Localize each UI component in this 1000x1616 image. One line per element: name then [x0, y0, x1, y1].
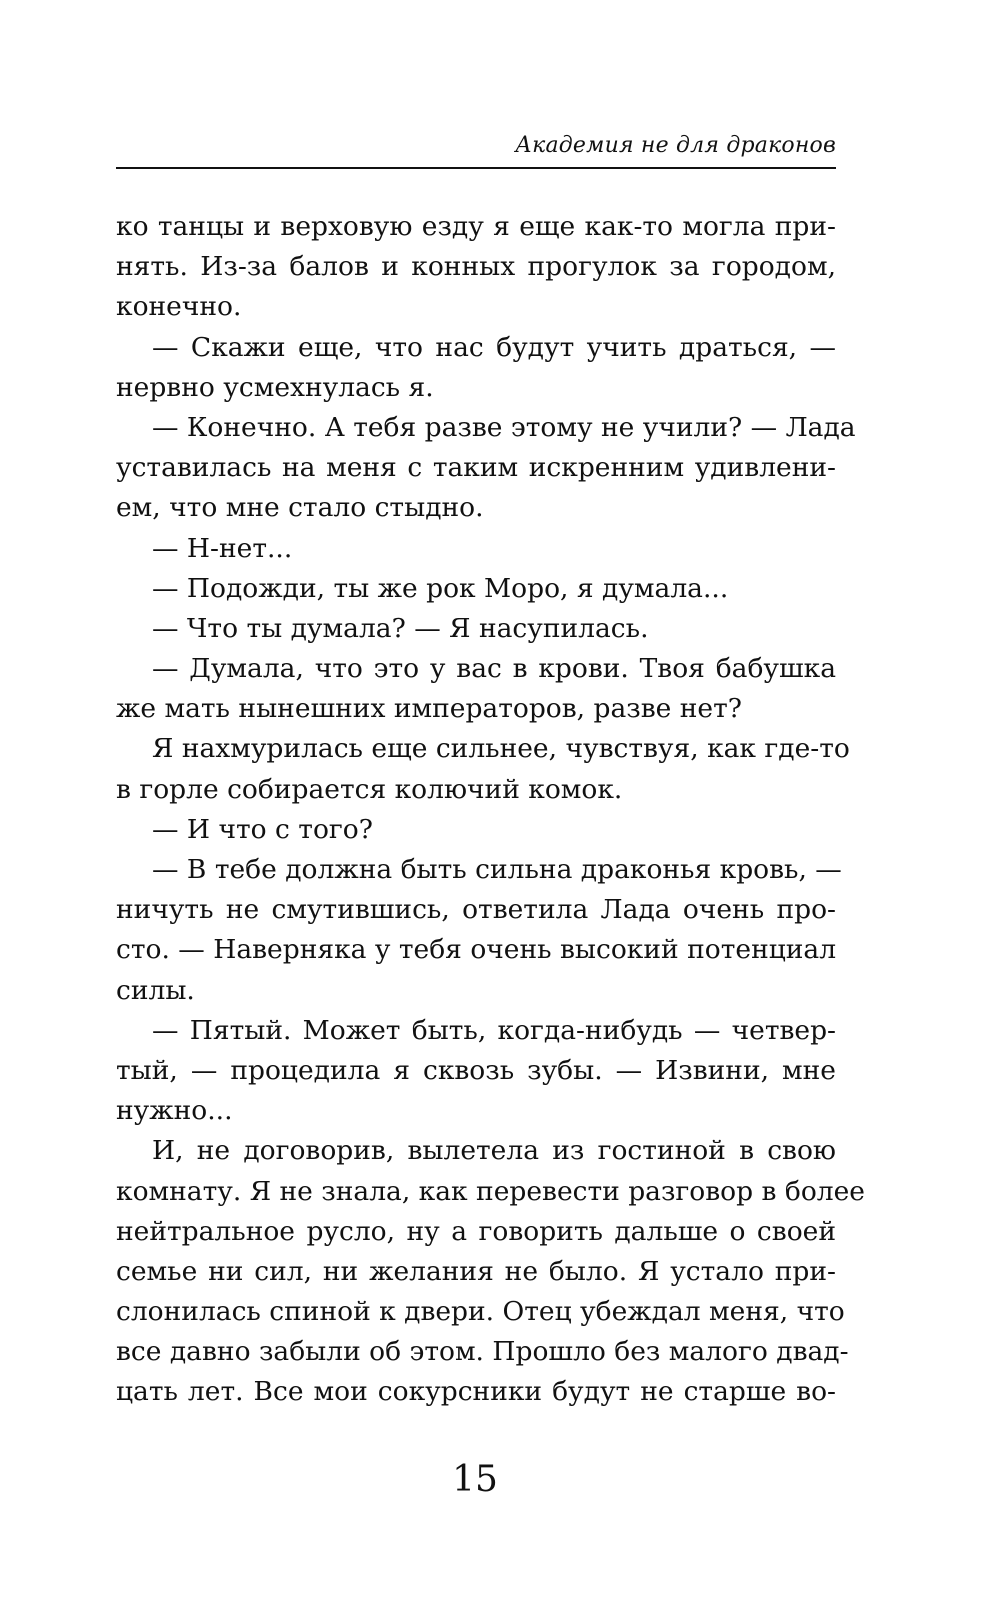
text-line: — Думала, что это у вас в крови. Твоя бабушка [152, 653, 836, 685]
text-line: сто. — Наверняка у тебя очень высокий потенциал [116, 934, 837, 966]
page-number: 15 [452, 1459, 498, 1500]
text-line: ем, что мне стало стыдно. [116, 492, 484, 524]
text-line: И, не договорив, вылетела из гостиной в свою [152, 1135, 836, 1167]
text-line: — Подожди, ты же рок Моро, я думала... [152, 572, 729, 604]
text-line: нужно... [116, 1095, 233, 1127]
text-line: семье ни сил, ни желания не было. Я устало при- [116, 1255, 836, 1287]
text-line: тый, — процедила я сквозь зубы. — Извини, мне [116, 1054, 836, 1086]
text-line: — Пятый. Может быть, когда-нибудь — четвер- [152, 1014, 836, 1046]
text-line: нять. Из-за балов и конных прогулок за городом, [116, 251, 836, 283]
text-line: нейтральное русло, ну а говорить дальше о своей [116, 1215, 836, 1247]
text-line: нервно усмехнулась я. [116, 371, 434, 403]
text-line: слонилась спиной к двери. Отец убеждал меня, что [116, 1296, 845, 1328]
text-line: — В тебе должна быть сильна драконья кровь, — [152, 854, 842, 885]
text-line: ко танцы и верховую езду я еще как-то могла при- [116, 211, 836, 242]
text-line: силы. [116, 974, 195, 1006]
text-line: цать лет. Все мои сокурсники будут не старше во- [116, 1376, 836, 1408]
text-line: Я нахмурилась еще сильнее, чувствуя, как где-то [152, 733, 850, 765]
text-line: в горле собирается колючий комок. [116, 773, 623, 805]
text-line: конечно. [116, 291, 242, 323]
text-line: — И что с того? [152, 813, 373, 845]
text-line: — Конечно. А тебя разве этому не учили? — Лада [152, 411, 856, 443]
text-line: — Н-нет... [152, 532, 293, 564]
header-rule [116, 167, 836, 169]
text-line: — Скажи еще, что нас будут учить драться, — [152, 331, 836, 363]
text-line: ничуть не смутившись, ответила Лада очень про- [116, 894, 836, 926]
body-text [116, 207, 865, 1413]
text-line: — Что ты думала? — Я насупилась. [152, 612, 649, 644]
text-line: уставилась на меня с таким искренним удивлени- [116, 452, 836, 484]
text-line: комнату. Я не знала, как перевести разговор в более [116, 1175, 865, 1207]
text-line: все давно забыли об этом. Прошло без малого двад- [116, 1336, 849, 1368]
text-line: же мать нынешних императоров, разве нет? [116, 693, 742, 725]
running-title: Академия не для драконов [515, 133, 836, 158]
